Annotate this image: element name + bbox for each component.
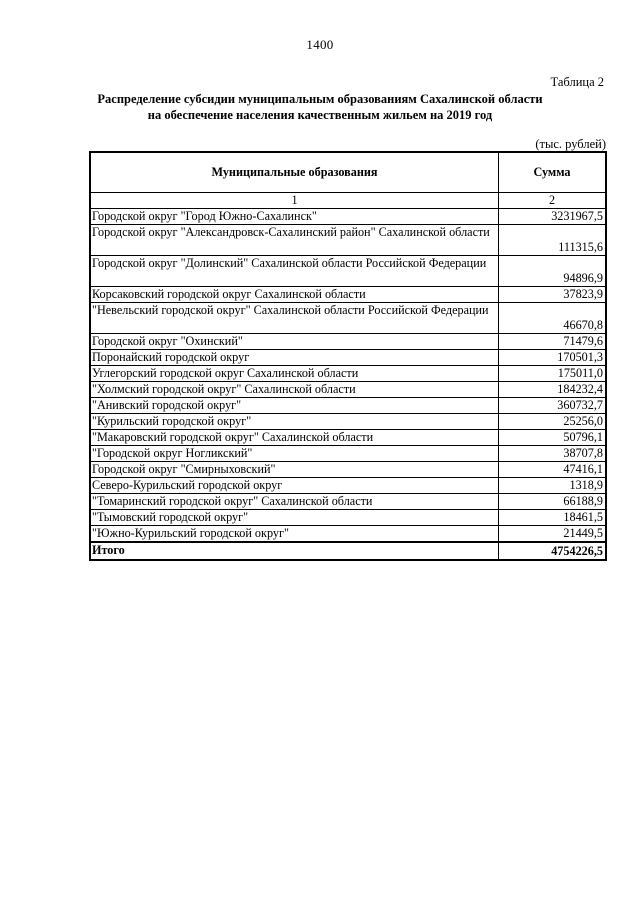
subsidy-amount: 21449,5 [499,526,607,543]
subsidy-amount: 360732,7 [499,398,607,414]
table-row [90,478,606,494]
municipality-name: "Тымовский городской округ" [90,510,499,526]
table-row [90,494,606,510]
subsidy-amount: 111315,6 [499,225,607,256]
page-number: 1400 [306,37,334,52]
table-row [90,366,606,382]
municipality-name: Городской округ "Смирныховский" [90,462,499,478]
header-sum: Сумма [499,152,607,193]
total-amount: 4754226,5 [499,542,607,560]
municipality-name: "Невельский городской округ" Сахалинской области Российской Федерации [90,303,499,334]
total-label: Итого [90,542,499,560]
subsidy-amount: 66188,9 [499,494,607,510]
table-row [90,303,606,334]
table-row [90,225,606,256]
municipality-name: "Макаровский городской округ" Сахалинской области [90,430,499,446]
municipality-name: Углегорский городской округ Сахалинской области [90,366,499,382]
subsidy-amount: 50796,1 [499,430,607,446]
subsidy-amount: 38707,8 [499,446,607,462]
municipality-name: Городской округ "Охинский" [90,334,499,350]
municipality-name: "Городской округ Ногликский" [90,446,499,462]
table-row [90,510,606,526]
units-label: (тыс. рублей) [535,137,606,151]
column-number-row [90,193,606,209]
subsidy-amount: 37823,9 [499,287,607,303]
municipality-name: Северо-Курильский городской округ [90,478,499,494]
subsidy-amount: 1318,9 [499,478,607,494]
table-row [90,209,606,225]
table-row [90,446,606,462]
subsidy-amount: 184232,4 [499,382,607,398]
header-municipality: Муниципальные образования [90,152,499,193]
municipality-name: Городской округ "Александровск-Сахалинский район" Сахалинской области [90,225,499,256]
table-row [90,398,606,414]
title-line-1: Распределение субсидии муниципальным образованиям Сахалинской области [97,92,543,106]
municipality-name: "Курильский городской округ" [90,414,499,430]
subsidy-amount: 18461,5 [499,510,607,526]
municipality-name: Городской округ "Город Южно-Сахалинск" [90,209,499,225]
subsidy-amount: 3231967,5 [499,209,607,225]
table-row [90,414,606,430]
table-row [90,334,606,350]
subsidy-amount: 46670,8 [499,303,607,334]
subsidy-amount: 71479,6 [499,334,607,350]
subsidy-table [89,151,607,561]
municipality-name: Городской округ "Долинский" Сахалинской области Российской Федерации [90,256,499,287]
table-row [90,526,606,543]
municipality-name: "Анивский городской округ" [90,398,499,414]
subsidy-amount: 175011,0 [499,366,607,382]
municipality-name: "Томаринский городской округ" Сахалинской области [90,494,499,510]
total-row [90,542,606,560]
subsidy-amount: 94896,9 [499,256,607,287]
table-row [90,287,606,303]
document-title [40,91,600,123]
municipality-name: Поронайский городской округ [90,350,499,366]
table-row [90,430,606,446]
table-row [90,462,606,478]
municipality-name: "Южно-Курильский городской округ" [90,526,499,543]
subsidy-amount: 25256,0 [499,414,607,430]
municipality-name: Корсаковский городской округ Сахалинской области [90,287,499,303]
table-row [90,256,606,287]
title-line-2: на обеспечение населения качественным жильем на 2019 год [147,108,493,122]
column-number-1: 1 [90,193,499,209]
subsidy-amount: 170501,3 [499,350,607,366]
table-row [90,382,606,398]
municipality-name: "Холмский городской округ" Сахалинской области [90,382,499,398]
subsidy-amount: 47416,1 [499,462,607,478]
table-label: Таблица 2 [550,75,604,89]
column-number-2: 2 [499,193,607,209]
table-header-row [90,152,606,193]
table-row [90,350,606,366]
